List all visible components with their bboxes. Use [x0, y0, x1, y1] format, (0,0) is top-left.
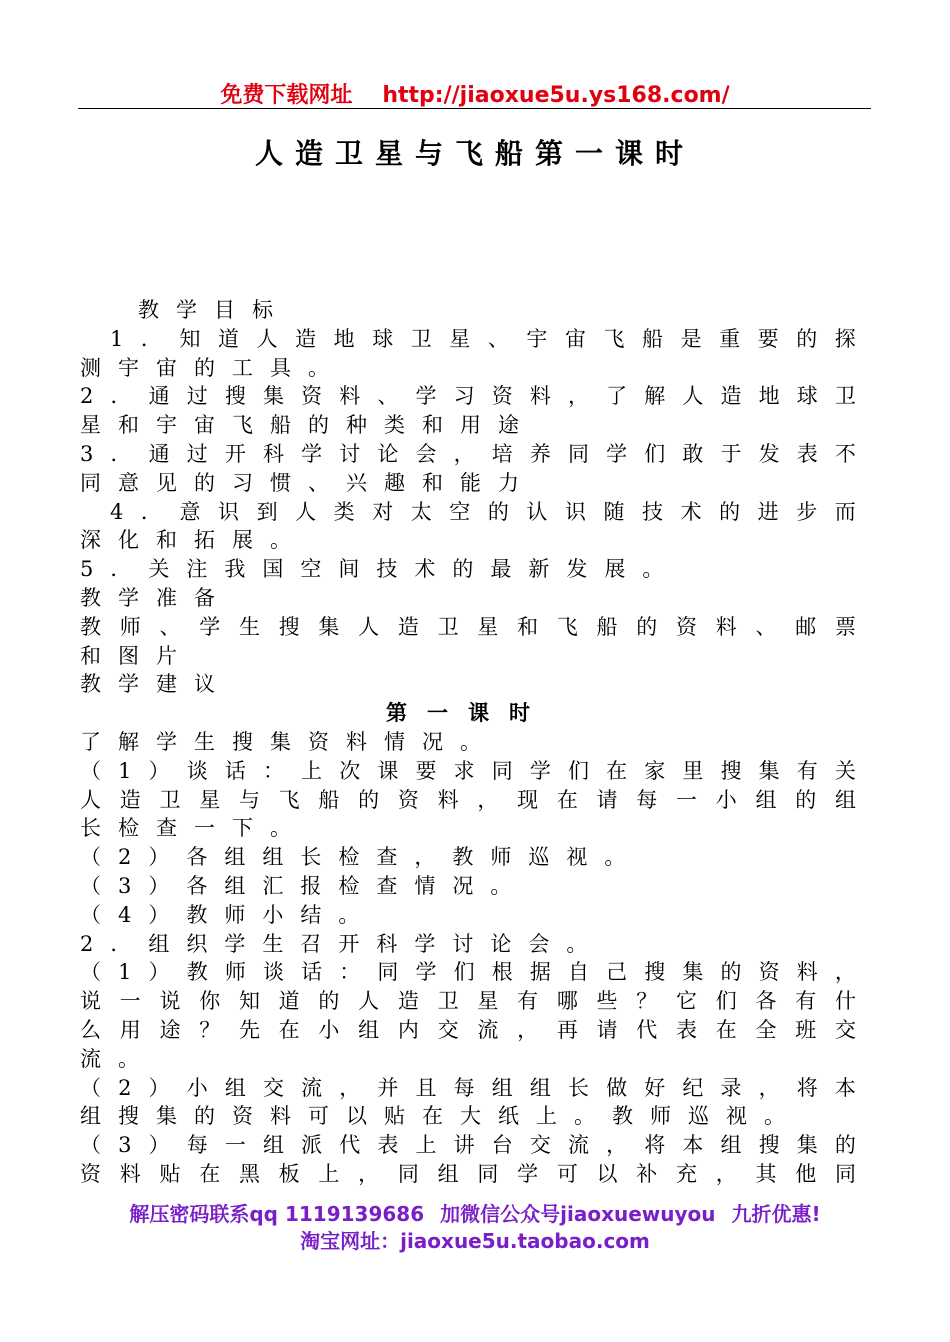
text-line: （ 1 ） 谈 话 ： 上 次 课 要 求 同 学 们 在 家 里 搜 集 有 关 — [80, 758, 856, 783]
text-line: 星和宇宙飞船的种类和用途 — [80, 413, 536, 438]
text-line: 和图片 — [80, 643, 194, 668]
text-line: 长检查一下。 — [80, 816, 308, 841]
download-header — [0, 78, 950, 109]
header-url-link[interactable]: http://jiaoxue5u.ys168.com/ — [382, 83, 730, 108]
text-line: 人 造 卫 星 与 飞 船 的 资 料 ， 现 在 请 每 一 小 组 的 组 — [80, 787, 856, 812]
text-line: （ 1 ） 教 师 谈 话 ： 同 学 们 根 据 自 己 搜 集 的 资 料 ， — [80, 960, 856, 985]
text-line: （4）教师小结。 — [80, 902, 377, 927]
text-line: 教学准备 — [80, 585, 232, 610]
text-line: 2．组织学生召开科学讨论会。 — [80, 931, 605, 956]
text-line: 说 一 说 你 知 道 的 人 造 卫 星 有 哪 些 ？ 它 们 各 有 什 — [80, 989, 856, 1014]
text-line: 测宇宙的工具。 — [80, 355, 346, 380]
header-label: 免费下载网址 — [220, 83, 353, 108]
text-line: 2 ． 通 过 搜 集 资 料 、 学 习 资 料 ， 了 解 人 造 地 球 卫 — [80, 384, 856, 409]
text-line: 教学目标 — [138, 298, 290, 322]
text-line: 么 用 途 ？ 先 在 小 组 内 交 流 ， 再 请 代 表 在 全 班 交 — [80, 1017, 856, 1042]
text-line: 教学建议 — [80, 672, 232, 697]
text-line: 4 ． 意 识 到 人 类 对 太 空 的 认 识 随 技 术 的 进 步 而 — [110, 499, 856, 524]
footer-password-qq: 解压密码联系qq 1119139686 — [129, 1202, 425, 1226]
text-line: 5．关注我国空间技术的最新发展。 — [80, 557, 681, 582]
text-line: 教 师 、 学 生 搜 集 人 造 卫 星 和 飞 船 的 资 料 、 邮 票 — [80, 614, 856, 639]
text-line: 了解学生搜集资料情况。 — [80, 729, 498, 754]
text-line: （3）各组汇报检查情况。 — [80, 873, 529, 898]
text-line: 深化和拓展。 — [80, 528, 308, 553]
footer-wechat: 加微信公众号jiaoxuewuyou — [440, 1202, 716, 1226]
text-line: 1 ． 知 道 人 造 地 球 卫 星 、 宇 宙 飞 船 是 重 要 的 探 — [110, 326, 856, 351]
text-line: 资 料 贴 在 黑 板 上 ， 同 组 同 学 可 以 补 充 ， 其 他 同 — [80, 1161, 856, 1186]
text-line: （2）各组组长检查，教师巡视。 — [80, 845, 643, 870]
page-title: 人造卫星与飞船第一课时 — [254, 137, 695, 170]
text-line: 流。 — [80, 1046, 156, 1071]
footer-taobao-link[interactable]: 淘宝网址：jiaoxue5u.taobao.com — [300, 1229, 650, 1253]
text-line: （ 3 ） 每 一 组 派 代 表 上 讲 台 交 流 ， 将 本 组 搜 集 的 — [80, 1133, 856, 1158]
text-line: 3 ． 通 过 开 科 学 讨 论 会 ， 培 养 同 学 们 敢 于 发 表 不 — [80, 441, 856, 466]
text-line: 组搜集的资料可以贴在大纸上。教师巡视。 — [80, 1104, 802, 1129]
footer-contact — [0, 1198, 950, 1227]
document-body — [80, 296, 856, 1189]
footer-discount: 九折优惠! — [731, 1202, 821, 1226]
text-line: （ 2 ） 小 组 交 流 ， 并 且 每 组 组 长 做 好 纪 录 ， 将 本 — [80, 1075, 856, 1100]
header-divider — [78, 108, 871, 109]
text-line: 第一课时 — [386, 700, 550, 726]
text-line: 同意见的习惯、兴趣和能力 — [80, 470, 536, 495]
